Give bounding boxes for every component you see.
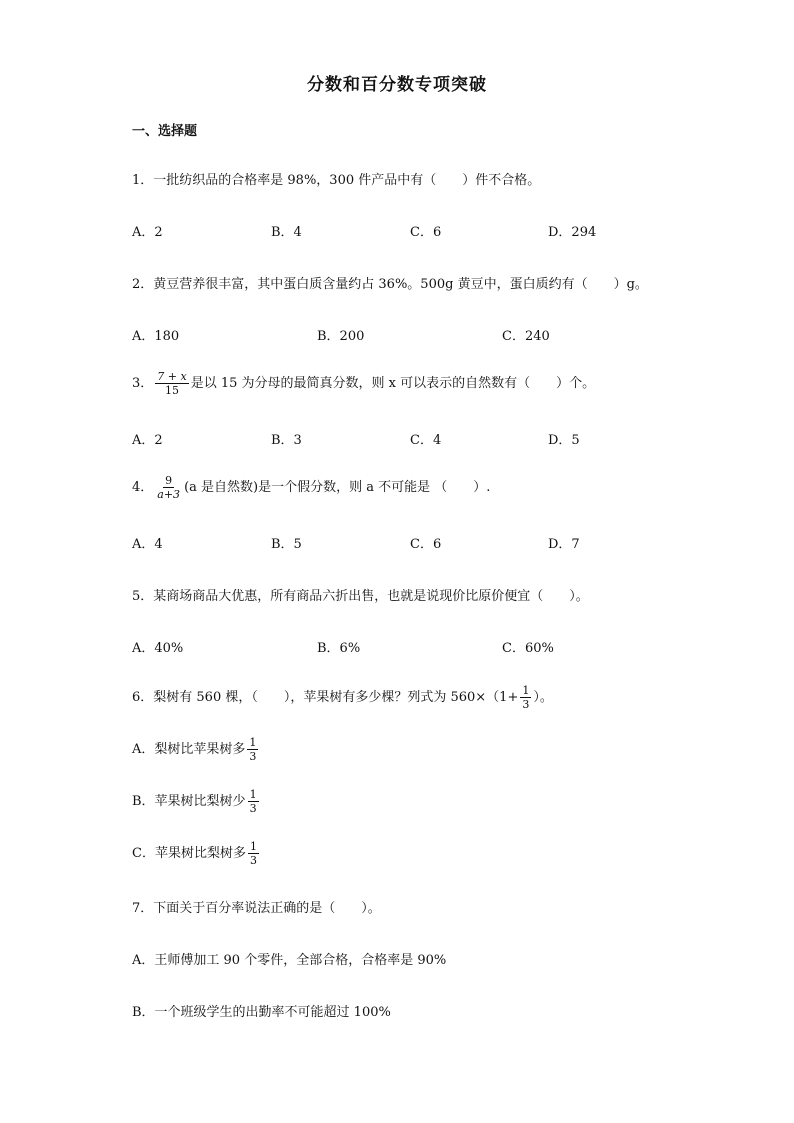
q4-prefix: 4． [132,480,154,495]
page-title: 分数和百分数专项突破 [307,75,487,95]
q6-option-c-fraction [248,840,259,867]
q6-text-before: 6．梨树有 560 棵，（ ），苹果树有多少棵？列式为 560×（1+ [132,690,519,705]
q5-option-c[interactable]: C．60% [502,641,554,656]
fraction-denominator: 3 [249,802,257,815]
q6-option-c[interactable] [132,840,261,867]
q6-option-a[interactable] [132,736,260,763]
q4-option-c[interactable]: C．6 [410,537,442,552]
q3-option-d[interactable]: D．5 [548,433,580,448]
q3-prefix: 3． [132,376,154,391]
q1-option-b[interactable]: B．4 [271,225,302,240]
q2-option-b[interactable]: B．200 [317,329,365,344]
q3-option-a[interactable]: A．2 [132,433,163,448]
question-4-options [132,536,732,554]
question-3-options [132,432,732,450]
question-2-options [132,328,732,346]
question-3 [132,370,595,397]
question-6 [132,684,553,711]
q4-fraction-denominator: a+3 [157,488,181,501]
q3-fraction-denominator: 15 [164,384,179,397]
q7-option-a[interactable]: A．王师傅加工 90 个零件，全部合格，合格率是 90% [132,953,447,968]
q6-option-b[interactable] [132,788,261,815]
q3-fraction-numerator: 7 + x [157,370,187,383]
q2-option-a[interactable]: A．180 [132,329,180,344]
q6-option-b-text: B．苹果树比梨树少 [132,794,246,809]
q1-option-a[interactable]: A．2 [132,225,163,240]
q6-option-b-fraction [248,788,259,815]
q4-option-b[interactable]: B．5 [271,537,302,552]
q6-option-a-fraction [247,736,258,763]
q6-fraction-denominator: 3 [522,698,530,711]
q4-fraction [155,474,182,501]
fraction-denominator: 3 [249,750,257,763]
q5-option-b[interactable]: B．6% [317,641,361,656]
q6-fraction [520,684,531,711]
q3-option-c[interactable]: C．4 [410,433,442,448]
fraction-denominator: 3 [249,854,257,867]
q5-option-a[interactable]: A．40% [132,641,184,656]
question-2: 2．黄豆营养很丰富，其中蛋白质含量约占 36%。500g 黄豆中，蛋白质约有（ ）g。 [132,277,648,292]
q2-option-c[interactable]: C．240 [502,329,550,344]
question-1-options [132,224,732,242]
fraction-numerator: 1 [249,788,257,801]
q3-fraction [155,370,188,397]
question-1: 1．一批纺织品的合格率是 98%，300 件产品中有（ ）件不合格。 [132,173,541,188]
question-7: 7．下面关于百分率说法正确的是（ ）。 [132,901,381,916]
q6-option-c-text: C．苹果树比梨树多 [132,846,246,861]
fraction-numerator: 1 [249,840,257,853]
question-4 [132,474,490,501]
fraction-numerator: 1 [249,736,257,749]
question-5: 5．某商场商品大优惠，所有商品六折出售，也就是说现价比原价便宜（ ）。 [132,589,589,604]
question-5-options [132,640,732,658]
q4-text: (a 是自然数)是一个假分数，则 a 不可能是 （ ）. [184,480,491,495]
q6-fraction-numerator: 1 [522,684,530,697]
q4-fraction-numerator: 9 [165,474,173,487]
q1-option-d[interactable]: D．294 [548,225,597,240]
q4-option-a[interactable]: A．4 [132,537,163,552]
q3-option-b[interactable]: B．3 [271,433,302,448]
q7-option-b[interactable]: B．一个班级学生的出勤率不可能超过 100% [132,1005,391,1020]
q6-option-a-text: A．梨树比苹果树多 [132,742,246,757]
q6-text-after: ）。 [533,690,553,705]
section-heading: 一、选择题 [132,124,198,139]
q1-option-c[interactable]: C．6 [410,225,442,240]
q4-option-d[interactable]: D．7 [548,537,580,552]
q3-text: 是以 15 为分母的最简真分数，则 x 可以表示的自然数有（ ）个。 [190,376,596,391]
